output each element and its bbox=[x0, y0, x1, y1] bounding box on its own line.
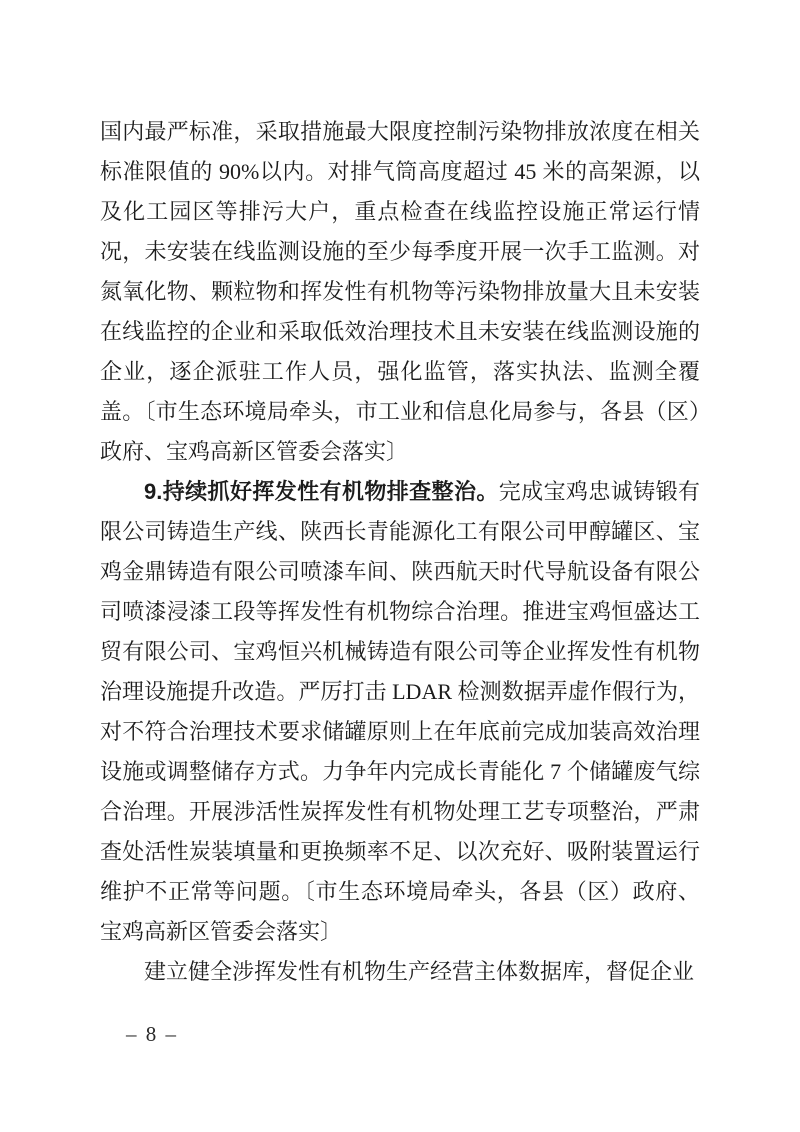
paragraph-text: 〔市生态环境局牵头，市工业和信息化局参与，各县（区）政府、宝鸡高新区管委会落实〕 bbox=[100, 399, 700, 464]
paragraph bbox=[100, 472, 700, 952]
paragraph-text: 建立健全涉挥发性有机物生产经营主体数据库，督促企业 bbox=[144, 959, 695, 984]
text-block bbox=[100, 112, 700, 992]
paragraph-text: 〔市生态环境局牵头，各县（区）政府、宝鸡高新区管委会落实〕 bbox=[100, 879, 700, 944]
paragraph-heading: 9.持续抓好挥发性有机物排查整治。 bbox=[144, 479, 499, 504]
paragraph-text: 国内最严标准，采取措施最大限度控制污染物排放浓度在相关标准限值的 90%以内。对排气筒高度超过 45 米的高架源，以及化工园区等排污大户，重点检查在线监控设施正常运行情况，未安装在线监测设施的至少每季度开展一次手工监测。对氮氧化物、颗粒物和挥发性有机物等污染物排放量大且未安装在线监控的企业和采取低效治理技术且未安装在线监测设施的企业，逐企派驻工作人员，强化监管，落实执法、监测全覆盖。 bbox=[100, 119, 700, 424]
paragraph bbox=[100, 952, 700, 992]
paragraph-text: 完成宝鸡忠诚铸锻有限公司铸造生产线、陕西长青能源化工有限公司甲醇罐区、宝鸡金鼎铸造有限公司喷漆车间、陕西航天时代导航设备有限公司喷漆浸漆工段等挥发性有机物综合治理。推进宝鸡恒盛达工贸有限公司、宝鸡恒兴机械铸造有限公司等企业挥发性有机物治理设施提升改造。严厉打击 LDAR 检测数据弄虚作假行为，对不符合治理技术要求储罐原则上在年底前完成加装高效治理设施或调整储存方式。力争年内完成长青能化 7 个储罐废气综合治理。开展涉活性炭挥发性有机物处理工艺专项整治，严肃查处活性炭装填量和更换频率不足、以次充好、吸附装置运行维护不正常等问题。 bbox=[100, 479, 700, 904]
paragraph bbox=[100, 112, 700, 472]
page-number: – 8 – bbox=[126, 1022, 178, 1046]
